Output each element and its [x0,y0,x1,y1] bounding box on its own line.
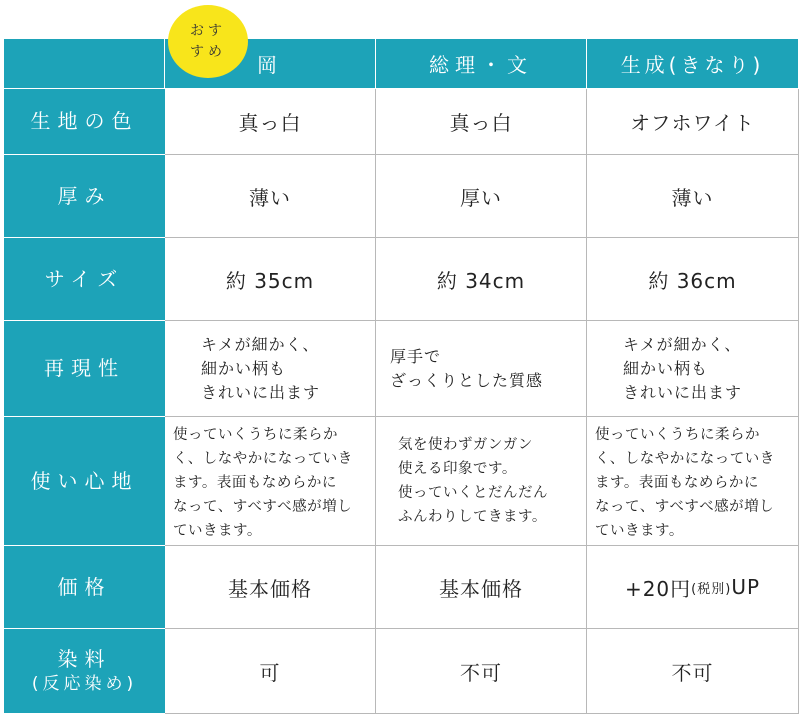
reproducibility-kinari [587,321,799,417]
dye-kinari: 不可 [587,629,799,714]
text-line: ざっくりとした質感 [390,370,544,390]
price-oka: 基本価格 [165,546,376,629]
text-line: ふんわりしてきます。 [398,509,547,525]
price-tax-note: (税別) [691,581,732,597]
row-header-dye-sublabel: (反応染め) [31,674,138,695]
text-line: ます。表面もなめらかに [173,475,337,491]
text-line: 使える印象です。 [398,461,517,477]
text-line: ていきます。 [173,523,262,539]
row-header-size: サイズ [4,238,165,321]
text-line: キメが細かく、 [201,334,320,354]
comfort-sori-bun [376,417,587,546]
text-line: 細かい柄も [201,358,287,378]
text-line: 気を使わずガンガン [398,437,533,453]
badge-line-2: すめ [190,43,226,60]
badge-line-1: おす [190,22,226,39]
recommend-badge [168,5,248,78]
text-line: 使っていくうちに柔らか [173,427,338,443]
row-header-comfort: 使い心地 [4,417,165,546]
column-header-sori-bun: 総理・文 [376,39,587,89]
column-header-oka: 岡 [165,39,376,89]
text-line: 細かい柄も [623,358,709,378]
text-line: きれいに出ます [623,382,743,402]
text-line: ます。表面もなめらかに [595,475,759,491]
text-line: 厚手で [390,346,442,366]
table-corner [4,39,165,89]
comparison-table [4,39,799,714]
price-kinari [587,546,799,629]
text-line: 使っていくとだんだん [398,485,548,501]
reproducibility-sori-bun [376,321,587,417]
row-header-dye-label: 染料 [57,647,112,672]
column-header-kinari: 生成(きなり) [587,39,799,89]
text-line: なって、すべすべ感が増し [173,499,353,515]
price-sori-bun: 基本価格 [376,546,587,629]
text-line: く、しなやかになっていき [595,451,775,467]
color-kinari: オフホワイト [587,89,799,155]
row-header-color: 生地の色 [4,89,165,155]
row-header-dye [4,629,165,714]
size-sori-bun: 約 34cm [376,238,587,321]
text-line: キメが細かく、 [623,334,742,354]
size-oka: 約 35cm [165,238,376,321]
color-oka: 真っ白 [165,89,376,155]
size-kinari: 約 36cm [587,238,799,321]
text-line: ていきます。 [595,523,684,539]
price-amount: +20円 [624,576,692,601]
dye-oka: 可 [165,629,376,714]
row-header-reproducibility: 再現性 [4,321,165,417]
comfort-kinari [587,417,799,546]
text-line: きれいに出ます [201,382,321,402]
text-line: 使っていくうちに柔らか [595,427,760,443]
dye-sori-bun: 不可 [376,629,587,714]
row-header-thickness: 厚み [4,155,165,238]
thickness-sori-bun: 厚い [376,155,587,238]
thickness-oka: 薄い [165,155,376,238]
price-up: UP [731,575,761,599]
text-line: なって、すべすべ感が増し [595,499,775,515]
comfort-oka [165,417,376,546]
color-sori-bun: 真っ白 [376,89,587,155]
text-line: く、しなやかになっていき [173,451,353,467]
reproducibility-oka [165,321,376,417]
row-header-price: 価格 [4,546,165,629]
thickness-kinari: 薄い [587,155,799,238]
